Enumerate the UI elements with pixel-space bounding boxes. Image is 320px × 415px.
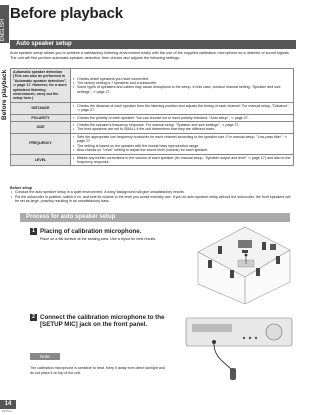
front-button-icon [249,337,251,339]
note-box [30,345,166,375]
receiver-display [192,324,232,332]
settings-row-description [71,133,294,154]
speaker-front-left-icon [218,246,222,254]
section-tab [1,70,8,120]
settings-row [11,102,294,114]
step-2-title: Connect the calibration microphone to the [SETUP MIC] jack on the front panel. [40,314,165,328]
process-bar: Process for auto speaker setup [20,213,290,222]
step-2-number: 2 [30,314,37,321]
page-title: Before playback [10,5,123,22]
settings-row-description [71,102,294,114]
settings-row-name: DISTANCE [11,102,71,114]
section-tab-label: Before playback [1,69,8,120]
settings-row-description [71,69,294,103]
microphone-icon [245,254,248,257]
subwoofer-icon [270,244,276,250]
settings-row [11,122,294,134]
settings-row-item: • Some types of speakers and cables may cause disruptions to the setup. In this case, conduct manual setting, "Speaker and size settings", ⇒ page 27. [73,85,291,94]
setup-mic-jack-icon [212,340,216,344]
before-setup-item: • Conduct the auto speaker setup in a quiet environment. A noisy background will give unsatisfactory results. [10,190,294,194]
step-1-subtitle: Place on a flat surface at the seating area. Use a tripod for best results. [40,237,157,241]
settings-row-item: • The setting is based on the speaker with the lowest bass reproduction range. [73,144,291,148]
before-setup-heading: Before setup [10,186,32,190]
settings-row-description [71,122,294,134]
room-layout-illustration [190,222,295,304]
before-setup-block [10,186,294,204]
page-number: 14 [0,400,16,409]
speaker-back-right-icon [256,268,260,276]
settings-row [11,69,294,103]
language-tab [0,5,9,43]
step-1-number: 1 [30,228,37,235]
settings-row-description [71,114,294,121]
settings-row-item: • Checks the speaker's frequency response. For manual setup, "Speaker and size settings", ⇒ page 27. [73,123,291,127]
settings-row-item: • Also checks on "Level" setting to adjust the sound level (volume) for each speaker. [73,148,291,152]
before-setup-item: • Put the subwoofer in position, switch it on, and sets its volume to the level you would normally use. If you do auto speaker setup without the subwoofer, the front speakers will be set as large, possibly resulting in an unsatisfactory bass. [10,195,294,204]
calibration-microphone-icon [230,368,236,380]
speaker-surround-left-icon [208,260,212,268]
volume-knob-icon [266,324,282,340]
speaker-back-left-icon [230,270,234,278]
auto-setup-intro: Auto speaker setup allows you to achieve a satisfactory listening environment easily with the use of the supplied calibration microphone as a detector of sound signals. The unit will first perform automatic speaker detection, then checks and adjusts the following settings. [10,51,290,60]
settings-row-description [71,154,294,166]
settings-row-name: Automatic speaker detection (This can also be performed in "Automatic speaker detection", ⇒ page 17. However, for a more optimized listening environment, carry out the setup here.) [11,69,71,103]
settings-row [11,154,294,166]
settings-row-item: • The front speakers are set to SMALL if the unit determines that they are different sizes. [73,127,291,131]
settings-row-item: • Checks which speakers you have connected. [73,77,291,81]
note-text: The calibration microphone is sensitive to heat. Keep it away from direct sunlight and do not place it on top of the unit. [30,366,165,375]
front-panel-illustration [184,312,296,390]
auto-setup-bar: Auto speaker setup [10,40,296,49]
microphone-cable [214,344,232,370]
document-code: RQT9xxx [2,410,13,413]
settings-row-item: • Makes any further corrections to the volume of each speaker (for manual setup, "Speaker output and level" ⇒ page 17) and also to the frequency response. [73,156,291,165]
tv-icon [238,240,252,248]
settings-row-item: • Checks the distance of each speaker from the listening position and adjusts the timing of each channel. For manual setup, "Distance", ⇒ page 27. [73,104,291,113]
settings-row-name: FREQUENCY [11,133,71,154]
note-label: Note [30,353,60,360]
step-1-title: Placing of calibration microphone. [40,228,142,235]
speaker-center-icon [242,250,248,253]
settings-row-item: • The factory setting is 7 speakers and a subwoofer. [73,81,291,85]
speaker-surround-right-icon [276,256,280,264]
settings-row-name: SIZE [11,122,71,134]
speaker-front-right-icon [262,242,266,250]
language-tab-label: ENGLISH [0,19,6,41]
settings-row-name: LEVEL [11,154,71,166]
front-button-icon [243,337,245,339]
settings-row [11,114,294,121]
settings-row-item: • Checks the polarity of each speaker. You can choose not to have polarity checked, "Auto setup", ⇒ page 27. [73,116,291,120]
settings-row-item: • Sets the appropriate low frequency crossover for each channel according to the speaker size. For manual setup, "Low-pass filter", ⇒ page 27. [73,135,291,144]
front-button-icon [255,337,257,339]
settings-row [11,133,294,154]
settings-row-name: POLARITY [11,114,71,121]
settings-table [10,68,294,166]
